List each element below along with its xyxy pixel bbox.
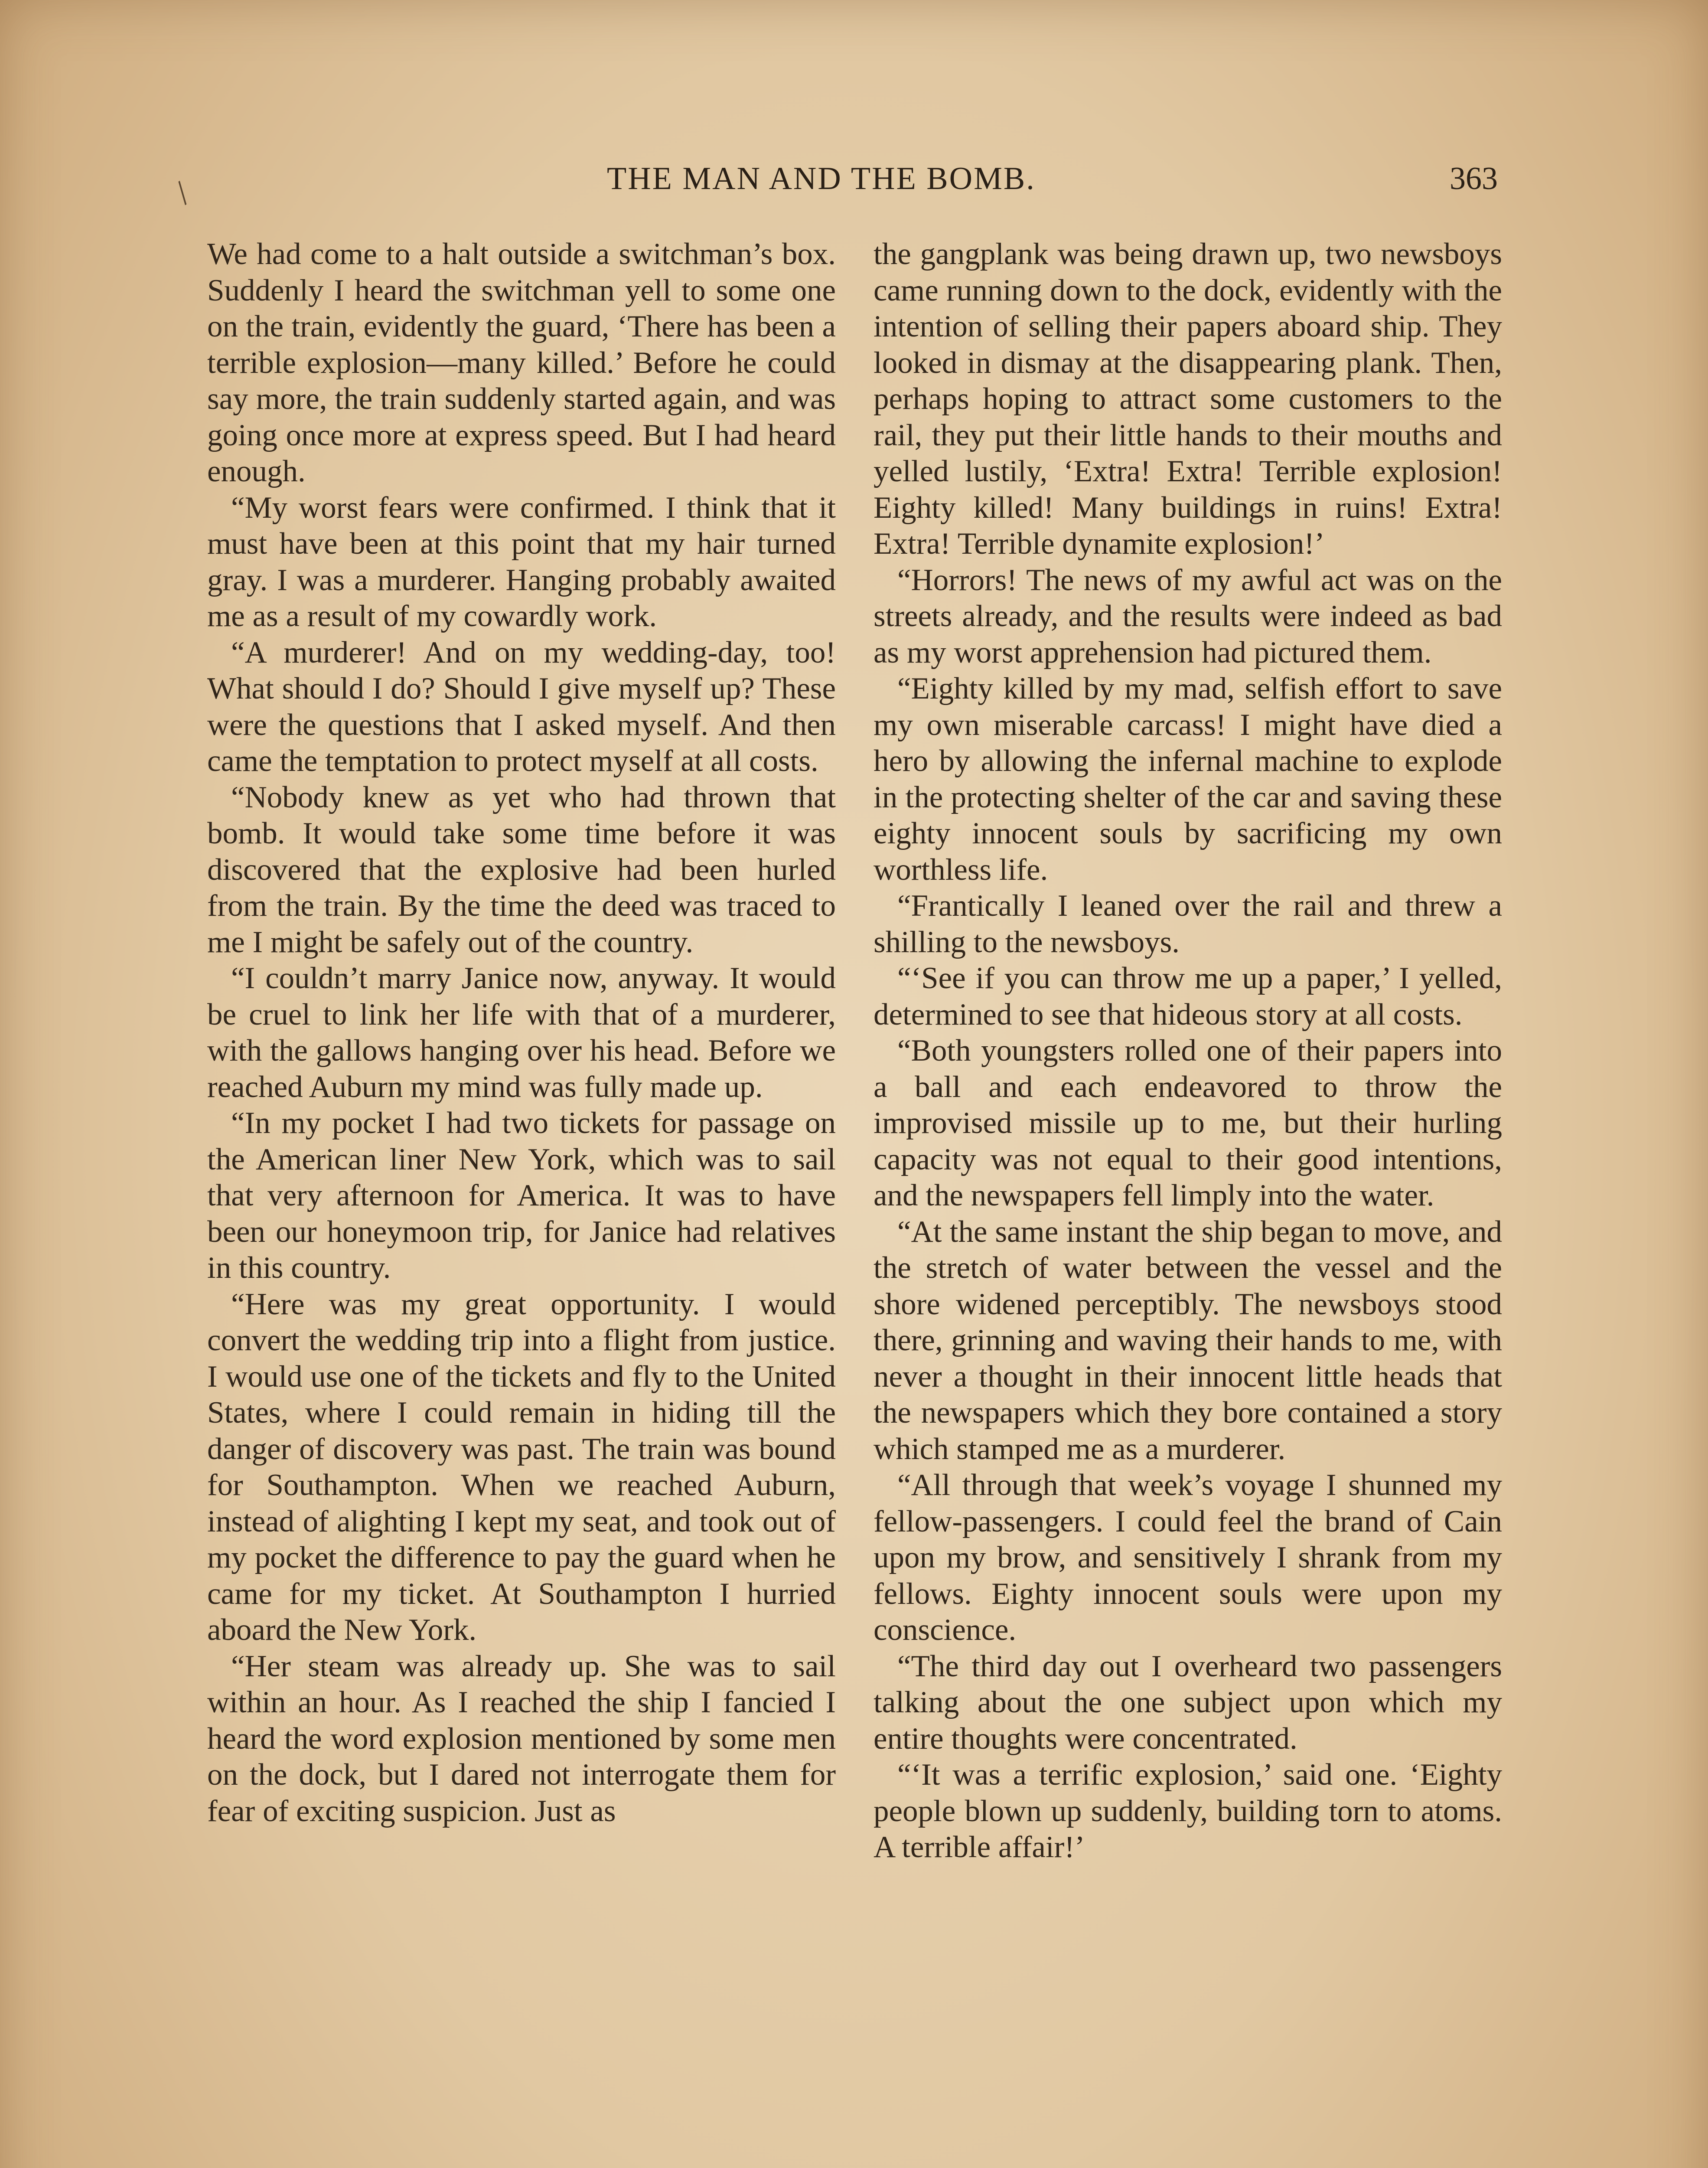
page-number: 363 [1450,161,1498,196]
paragraph: “My worst fears were confirmed. I think that it must have been at this point that my hair turned gray. I was a murderer. Hanging probably awaited me as a result of my cowardly work. [207,490,836,633]
paragraph: “In my pocket I had two tickets for passage on the American liner New York, which was to sail that very afternoon for America. It was to have been our honeymoon trip, for Janice had relatives in this country. [207,1106,836,1285]
paragraph: “All through that week’s voyage I shunned my fellow-passengers. I could feel the brand of Cain upon my brow, and sensitively I shrank from my fellows. Eighty innocent souls were upon my conscience. [874,1468,1502,1647]
paragraph: “Her steam was already up. She was to sail within an hour. As I reached the ship I fancied I heard the word explosion mentioned by some men on the dock, but I dared not interrogate them for fear of exciting suspicion. Just as [207,1649,836,1828]
left-column [207,236,836,1829]
paragraph: We had come to a halt outside a switchman’s box. Suddenly I heard the switchman yell to some one on the train, evidently the guard, ‘There has been a terrible explosion—many killed.’ Before he could say more, the train suddenly started again, and was going once more at express speed. But I had heard enough. [207,237,836,488]
paragraph: “Nobody knew as yet who had thrown that bomb. It would take some time before it was discovered that the explosive had been hurled from the train. By the time the deed was traced to me I might be safely out of the country. [207,780,836,959]
paragraph: “Frantically I leaned over the rail and threw a shilling to the newsboys. [874,889,1502,959]
margin-mark: / [167,174,198,212]
paragraph: “Both youngsters rolled one of their papers into a ball and each endeavored to throw the improvised missile up to me, but their hurling capacity was not equal to their good intentions, and the newspapers fell limply into the water. [874,1034,1502,1212]
paragraph: “The third day out I overheard two passengers talking about the one subject upon which my entire thoughts were concentrated. [874,1649,1502,1756]
paragraph: “I couldn’t marry Janice now, anyway. It would be cruel to link her life with that of a murderer, with the gallows hanging over his head. Before we reached Auburn my mind was fully made up. [207,961,836,1104]
paragraph: “‘See if you can throw me up a paper,’ I yelled, determined to see that hideous story at all costs. [874,961,1502,1032]
paragraph: “At the same instant the ship began to move, and the stretch of water between the vessel and the shore widened perceptibly. The newsboys stood there, grinning and waving their hands to me, with never a thought in their innocent little heads that the newspapers which they bore contained a story which stamped me as a murderer. [874,1215,1502,1466]
paragraph: the gangplank was being drawn up, two newsboys came running down to the dock, evidently with the intention of selling their papers aboard ship. They looked in dismay at the disappearing plank. Then, perhaps hoping to attract some customers to the rail, they put their little hands to their mouths and yelled lustily, ‘Extra! Extra! Terrible explosion! Eighty killed! Many buildings in ruins! Extra! Extra! Terrible dynamite explosion!’ [874,237,1502,561]
paragraph: “Eighty killed by my mad, selfish effort to save my own miserable carcass! I might have died a hero by allowing the infernal machine to explode in the protecting shelter of the car and saving these eighty innocent souls by sacrificing my own worthless life. [874,672,1502,887]
running-head: THE MAN AND THE BOMB. [607,161,1036,196]
paragraph: “Horrors! The news of my awful act was on the streets already, and the results were indeed as bad as my worst apprehension had pictured them. [874,563,1502,669]
paragraph: “Here was my great opportunity. I would convert the wedding trip into a flight from justice. I would use one of the tickets and fly to the United States, where I could remain in hiding till the danger of discovery was past. The train was bound for Southampton. When we reached Auburn, instead of alighting I kept my seat, and took out of my pocket the difference to pay the guard when he came for my ticket. At Southampton I hurried aboard the New York. [207,1287,836,1647]
paragraph: “‘It was a terrific explosion,’ said one. ‘Eighty people blown up suddenly, building torn to atoms. A terrible affair!’ [874,1758,1502,1864]
right-column [874,236,1502,1866]
paragraph: “A murderer! And on my wedding-day, too! What should I do? Should I give myself up? These were the questions that I asked myself. And then came the temptation to protect myself at all costs. [207,635,836,778]
